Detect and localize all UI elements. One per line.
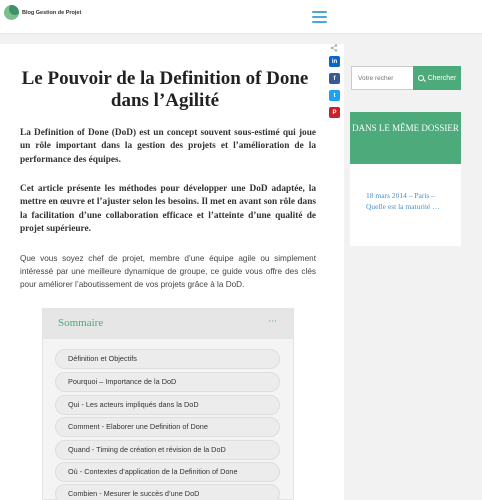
site-logo[interactable] xyxy=(4,5,81,20)
pinterest-icon[interactable]: P xyxy=(329,107,340,118)
dossier-link[interactable]: 18 mars 2014 – Paris – Quelle est la maturité … xyxy=(366,191,440,211)
logo-icon xyxy=(4,5,19,20)
toc-item-quand[interactable]: Quand - Timing de création et révision de la DoD xyxy=(55,440,280,460)
toc-item-qui[interactable]: Qui - Les acteurs impliqués dans la DoD xyxy=(55,395,280,415)
search-input[interactable] xyxy=(351,66,413,90)
share-icon[interactable] xyxy=(330,44,338,52)
toc-title: Sommaire xyxy=(58,317,104,329)
toc-item-pourquoi[interactable]: Pourquoi – Importance de la DoD xyxy=(55,372,280,392)
search-button[interactable] xyxy=(413,66,461,90)
hamburger-bar xyxy=(312,16,327,18)
hamburger-bar xyxy=(312,11,327,13)
toc-toggle-icon[interactable]: ··· xyxy=(268,317,277,327)
twitter-icon[interactable]: t xyxy=(329,90,340,101)
page-title: Le Pouvoir de la Definition of Done dans l’Agilité xyxy=(21,68,309,111)
search-form xyxy=(351,66,461,90)
site-header xyxy=(0,0,482,34)
related-dossier-widget xyxy=(350,112,461,246)
toc-item-comment[interactable]: Comment - Elaborer une Definition of Done xyxy=(55,417,280,437)
audience-paragraph: Que vous soyez chef de projet, membre d’une équipe agile ou simplement intéressé par une meilleure dynamique de groupe, ce guide vous offre des clés pour améliorer l’aboutissement de vos projets grâce à la DoD. xyxy=(20,254,316,289)
toc-item-definition[interactable]: Définition et Objectifs xyxy=(55,349,280,369)
logo-text: Blog Gestion de Projet xyxy=(22,9,82,16)
method-paragraph: Cet article présente les méthodes pour développer une DoD adaptée, la mettre en œuvre et l’ajuster selon les besoins. Il met en avant son rôle dans la facilitation d’une collaboration efficace et l’atteinte d’une qualité de projet supérieure. xyxy=(20,184,316,234)
hamburger-icon[interactable] xyxy=(312,11,327,23)
facebook-icon[interactable]: f xyxy=(329,73,340,84)
search-button-label: Chercher xyxy=(427,74,457,82)
table-of-contents xyxy=(42,308,294,500)
search-icon xyxy=(418,75,424,81)
toc-item-combien[interactable]: Combien - Mesurer le succès d’une DoD xyxy=(55,484,280,500)
toc-header[interactable] xyxy=(43,309,293,339)
dossier-title: DANS LE MÊME DOSSIER xyxy=(350,112,461,164)
intro-paragraph: La Definition of Done (DoD) est un concept souvent sous-estimé qui joue un rôle important dans la gestion des projets et l’amélioration de la performance des équipes. xyxy=(20,128,316,165)
toc-item-ou[interactable]: Où - Contextes d’application de la Definition of Done xyxy=(55,462,280,482)
linkedin-icon[interactable]: in xyxy=(329,56,340,67)
hamburger-bar xyxy=(312,21,327,23)
